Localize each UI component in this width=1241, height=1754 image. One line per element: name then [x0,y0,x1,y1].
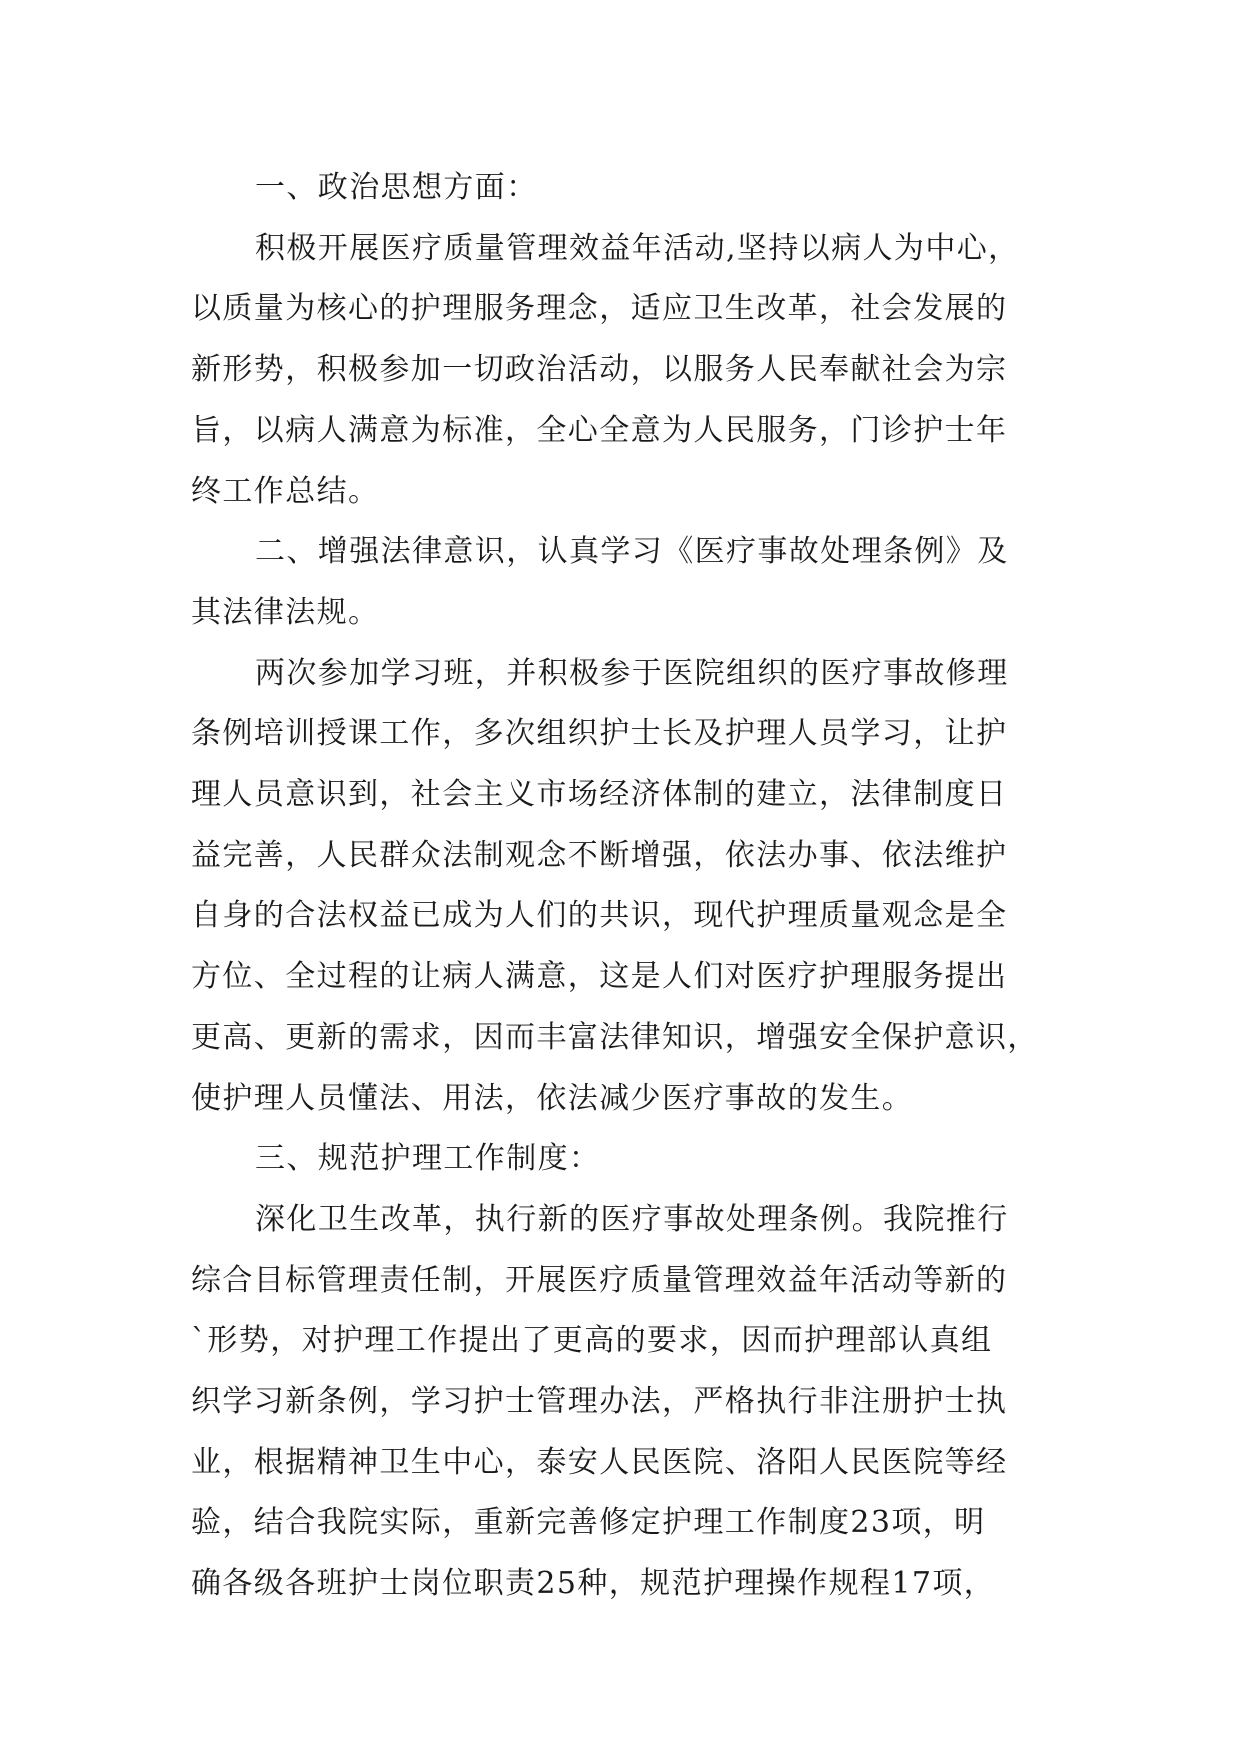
text-line: 使护理人员懂法、用法，依法减少医疗事故的发生。 [191,1080,914,1116]
text-line: 更高、更新的需求，因而丰富法律知识，增强安全保护意识， [191,1019,1039,1055]
heading-rules [191,1129,1051,1190]
text-line: 业，根据精神卫生中心，泰安人民医院、洛阳人民医院等经 [191,1444,1008,1480]
heading-legal [191,522,1051,643]
text-line: 积极开展医疗质量管理效益年活动,坚持以病人为中心， [255,230,1020,266]
paragraph-political [191,219,1051,523]
text-line: 两次参加学习班，并积极参于医院组织的医疗事故修理 [255,655,1009,691]
text-line: 其法律法规。 [191,594,380,630]
text-line: 织学习新条例，学习护士管理办法，严格执行非注册护士执 [191,1384,1008,1420]
text-line: 综合目标管理责任制，开展医疗质量管理效益年活动等新的 [191,1262,1008,1298]
text-line: 三、规范护理工作制度： [255,1141,601,1177]
text-line: 一、政治思想方面： [255,170,538,205]
heading-political [191,158,1051,219]
text-line: 条例培训授课工作，多次组织护士长及护理人员学习，让护 [191,716,1008,752]
paragraph-rules [191,1190,1051,1615]
text-line: 方位、全过程的让病人满意，这是人们对医疗护理服务提出 [191,959,1008,995]
text-line: 新形势，积极参加一切政治活动，以服务人民奉献社会为宗 [191,352,1008,388]
text-line: 二、增强法律意识，认真学习《医疗事故处理条例》及 [255,534,1009,570]
text-line: 深化卫生改革，执行新的医疗事故处理条例。我院推行 [255,1201,1009,1237]
text-line: 自身的合法权益已成为人们的共识，现代护理质量观念是全 [191,898,1008,934]
text-line: 终工作总结。 [191,473,380,509]
text-line: 验，结合我院实际，重新完善修定护理工作制度23项，明 [191,1505,986,1541]
text-line: `形势，对护理工作提出了更高的要求，因而护理部认真组 [191,1323,993,1359]
text-line: 益完善，人民群众法制观念不断增强，依法办事、依法维护 [191,837,1008,873]
text-line: 以质量为核心的护理服务理念，适应卫生改革，社会发展的 [191,291,1008,327]
text-line: 旨，以病人满意为标准，全心全意为人民服务，门诊护士年 [191,412,1008,448]
paragraph-legal [191,644,1051,1130]
text-line: 确各级各班护士岗位职责25种，规范护理操作规程17项， [191,1566,996,1602]
document-body [191,158,1051,1615]
text-line: 理人员意识到，社会主义市场经济体制的建立，法律制度日 [191,777,1008,813]
